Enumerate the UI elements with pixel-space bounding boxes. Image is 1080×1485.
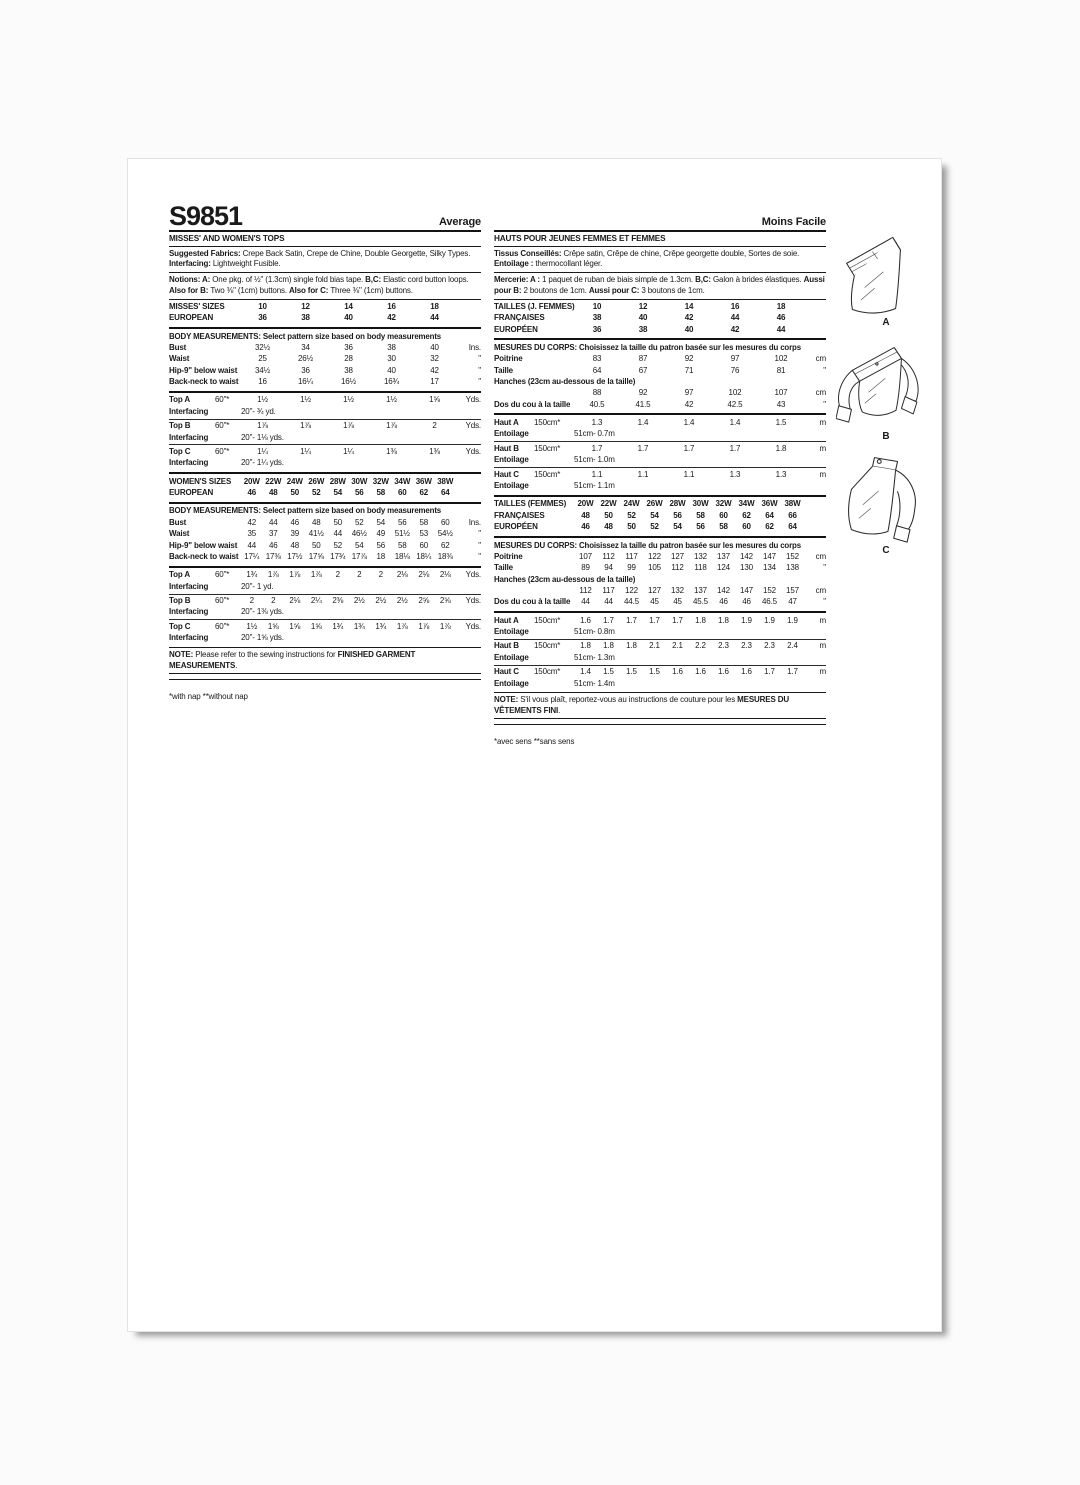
table-row: Bust 42 44 46 48 50 52 54 56 58 60 Ins. (169, 517, 481, 527)
pattern-envelope-back (127, 158, 942, 1332)
table-row: Haut C 150cm* 1.1 1.1 1.1 1.3 1.3 m (494, 467, 826, 480)
womens-yardage-table (169, 566, 481, 646)
table-row: Poitrine 83 87 92 97 102 cm (494, 354, 826, 364)
mesures-femmes-table (494, 536, 826, 610)
table-row: Interfacing 20"- 1⅜ yds. (169, 607, 284, 617)
table-row: Haut A 150cm* 1.6 1.7 1.7 1.7 1.7 1.8 1.8 1.9 1.9 1.9 m (494, 615, 826, 625)
tailles-femmes-table (494, 495, 826, 535)
footnote-rule-en (169, 679, 481, 680)
table-row: Entoilage 51cm- 1.0m (494, 455, 615, 465)
table-row: EUROPEAN 46 48 50 52 54 56 58 60 62 64 (169, 488, 450, 498)
table-row: Top A 60"* 1¾ 1⅞ 1⅞ 1⅞ 2 2 2 2⅛ 2⅛ 2⅛ Yds. (169, 570, 481, 580)
section-title-fr: HAUTS POUR JEUNES FEMMES ET FEMMES (494, 232, 826, 247)
table-row: Haut C 150cm* 1.4 1.5 1.5 1.5 1.6 1.6 1.6 1.6 1.7 1.7 m (494, 665, 826, 678)
table-row: Top B 60"* 1⅞ 1⅞ 1⅞ 1⅞ 2 Yds. (169, 419, 481, 432)
womens-sizes-table (169, 472, 481, 501)
table-row: Poitrine 107 112 117 122 127 132 137 142 147 152 cm (494, 551, 826, 561)
table-row: Taille 89 94 99 105 112 118 124 130 134 138 " (494, 563, 826, 573)
table-row: FRANÇAISES 38 40 42 44 46 (494, 313, 786, 323)
fabrics-paragraph-fr: Tissus Conseillés: Crêpe satin, Crêpe de chine, Crêpe georgette double, Sortes de soie. Entoilage : thermocollant léger. (494, 247, 826, 274)
table-row: Hip-9" below waist 34½ 36 38 40 42 " (169, 365, 481, 375)
table-row: Dos du cou à la taille 40.5 41.5 42 42.5 43 " (494, 399, 826, 409)
table-row: Top A 60"* 1½ 1½ 1½ 1½ 1⅝ Yds. (169, 395, 481, 405)
table-row: Waist 25 26½ 28 30 32 " (169, 354, 481, 364)
table-row: Hanches (23cm au-dessous de la taille) (494, 574, 636, 584)
table-row: EUROPEAN 36 38 40 42 44 (169, 313, 439, 323)
misses-yardage-table (169, 391, 481, 471)
table-row: TAILLES (J. FEMMES) 10 12 14 16 18 (494, 301, 786, 311)
table-row: FRANÇAISES 48 50 52 54 56 58 60 62 64 66 (494, 510, 797, 520)
table-row: Back-neck to waist 17¼ 17⅜ 17½ 17⅝ 17¾ 17⅞ 18 18⅛ 18¼ 18⅜ " (169, 551, 481, 561)
section-title-en: MISSES' AND WOMEN'S TOPS (169, 232, 481, 247)
note-fr: NOTE: S'il vous plaît, reportez-vous au instructions de couture pour les MESURES DU VÊTEMENTS FINI. (494, 692, 826, 719)
table-row: EUROPÉEN 46 48 50 52 54 56 58 60 62 64 (494, 522, 797, 532)
table-row: 112 117 122 127 132 137 142 147 152 157 cm (579, 585, 826, 595)
table-row: Haut B 150cm* 1.7 1.7 1.7 1.7 1.8 m (494, 441, 826, 454)
difficulty-label-en: Average (439, 215, 481, 228)
table-row: Top C 60"* 1½ 1⅝ 1⅝ 1⅝ 1¾ 1¾ 1¾ 1⅞ 1⅞ 1⅞ Yds. (169, 619, 481, 632)
table-row: EUROPÉEN 36 38 40 42 44 (494, 324, 786, 334)
pattern-number: S9851 (169, 201, 243, 231)
footnote-fr: *avec sens **sans sens (494, 737, 575, 747)
view-label-a: A (882, 317, 890, 328)
table-row: Interfacing 20"- 1⅛ yds. (169, 432, 284, 442)
garment-a-illustration (838, 227, 934, 317)
metrage-femmes-table (494, 611, 826, 691)
table-row: Entoilage 51cm- 1.3m (494, 652, 615, 662)
table-row: MESURES DU CORPS: Choisissez la taille du patron basée sur les mesures du corps (494, 540, 801, 550)
header-row-fr (494, 199, 826, 232)
table-row: 88 92 97 102 107 cm (592, 388, 826, 398)
header-row-en (169, 199, 481, 232)
table-row: Hanches (23cm au-dessous de la taille) (494, 376, 636, 386)
table-row: WOMEN'S SIZES 20W 22W 24W 26W 28W 30W 32W 34W 36W 38W (169, 476, 454, 486)
table-row: Interfacing 20"- 1⅝ yds. (169, 633, 284, 643)
table-row: Haut B 150cm* 1.8 1.8 1.8 2.1 2.1 2.2 2.3 2.3 2.3 2.4 m (494, 639, 826, 652)
table-row: Taille 64 67 71 76 81 " (494, 365, 826, 375)
womens-measurements-table (169, 502, 481, 565)
table-row: Hip-9" below waist 44 46 48 50 52 54 56 58 60 62 " (169, 540, 481, 550)
garment-views (834, 227, 938, 563)
metrage-jfemmes-table (494, 413, 826, 493)
view-label-b: B (882, 431, 890, 442)
view-label-c: C (882, 545, 890, 556)
table-row: Interfacing 20"- 1 yd. (169, 581, 274, 591)
garment-view-b (834, 335, 938, 442)
footnote-rule-fr (494, 724, 826, 725)
table-row: BODY MEASUREMENTS: Select pattern size based on body measurements (169, 331, 442, 341)
misses-sizes-table (169, 300, 481, 326)
table-row: Waist 35 37 39 41½ 44 46½ 49 51½ 53 54½ " (169, 529, 481, 539)
misses-measurements-table (169, 327, 481, 390)
note-en: NOTE: Please refer to the sewing instructions for FINISHED GARMENT MEASUREMENTS. (169, 647, 481, 674)
table-row: Entoilage 51cm- 0.8m (494, 626, 615, 636)
garment-view-c (834, 449, 938, 556)
table-row: Entoilage 51cm- 1.4m (494, 678, 615, 688)
table-row: Haut A 150cm* 1.3 1.4 1.4 1.4 1.5 m (494, 417, 826, 427)
footnote-en: *with nap **without nap (169, 691, 248, 701)
french-column (494, 199, 826, 748)
table-row: Entoilage 51cm- 0.7m (494, 429, 615, 439)
table-row: Interfacing 20"- ¾ yd. (169, 406, 276, 416)
table-row: Dos du cou à la taille 44 44 44.5 45 45 45.5 46 46 46.5 47 " (494, 597, 826, 607)
tailles-jfemmes-table (494, 300, 826, 337)
garment-view-a (834, 227, 938, 328)
table-row: TAILLES (FEMMES) 20W 22W 24W 26W 28W 30W 32W 34W 36W 38W (494, 499, 801, 509)
fabrics-paragraph-en: Suggested Fabrics: Crepe Back Satin, Crepe de Chine, Double Georgette, Silky Types. Interfacing: Lightweight Fusible. (169, 247, 481, 274)
notions-paragraph-en: Notions: A: One pkg. of ½" (1.3cm) single fold bias tape. B,C: Elastic cord button loops. Also for B: Two ⅜" (1cm) buttons. Also for C: Three ⅜" (1cm) buttons. (169, 273, 481, 300)
english-column (169, 199, 481, 702)
table-row: Top B 60"* 2 2 2⅛ 2¼ 2⅜ 2½ 2½ 2½ 2⅝ 2⅝ Yds. (169, 594, 481, 607)
table-row: Top C 60"* 1¼ 1¼ 1¼ 1⅜ 1⅜ Yds. (169, 444, 481, 457)
table-row: Back-neck to waist 16 16¼ 16½ 16¾ 17 " (169, 376, 481, 386)
mesures-jfemmes-table (494, 338, 826, 412)
table-row: BODY MEASUREMENTS: Select pattern size based on body measurements (169, 506, 442, 516)
garment-b-illustration (836, 335, 936, 431)
notions-paragraph-fr: Mercerie: A : 1 paquet de ruban de biais simple de 1.3cm. B,C: Galon à brides élastiques. Aussi pour B: 2 boutons de 1cm. Aussi pour C: 3 boutons de 1cm. (494, 273, 826, 300)
table-row: MESURES DU CORPS: Choisissez la taille du patron basée sur les mesures du corps (494, 342, 801, 352)
difficulty-label-fr: Moins Facile (761, 215, 826, 228)
garment-c-illustration (838, 449, 934, 545)
table-row: Interfacing 20"- 1¼ yds. (169, 458, 284, 468)
table-row: Entoilage 51cm- 1.1m (494, 480, 615, 490)
table-row: Bust 32½ 34 36 38 40 Ins. (169, 342, 481, 352)
table-row: MISSES' SIZES 10 12 14 16 18 (169, 301, 439, 311)
